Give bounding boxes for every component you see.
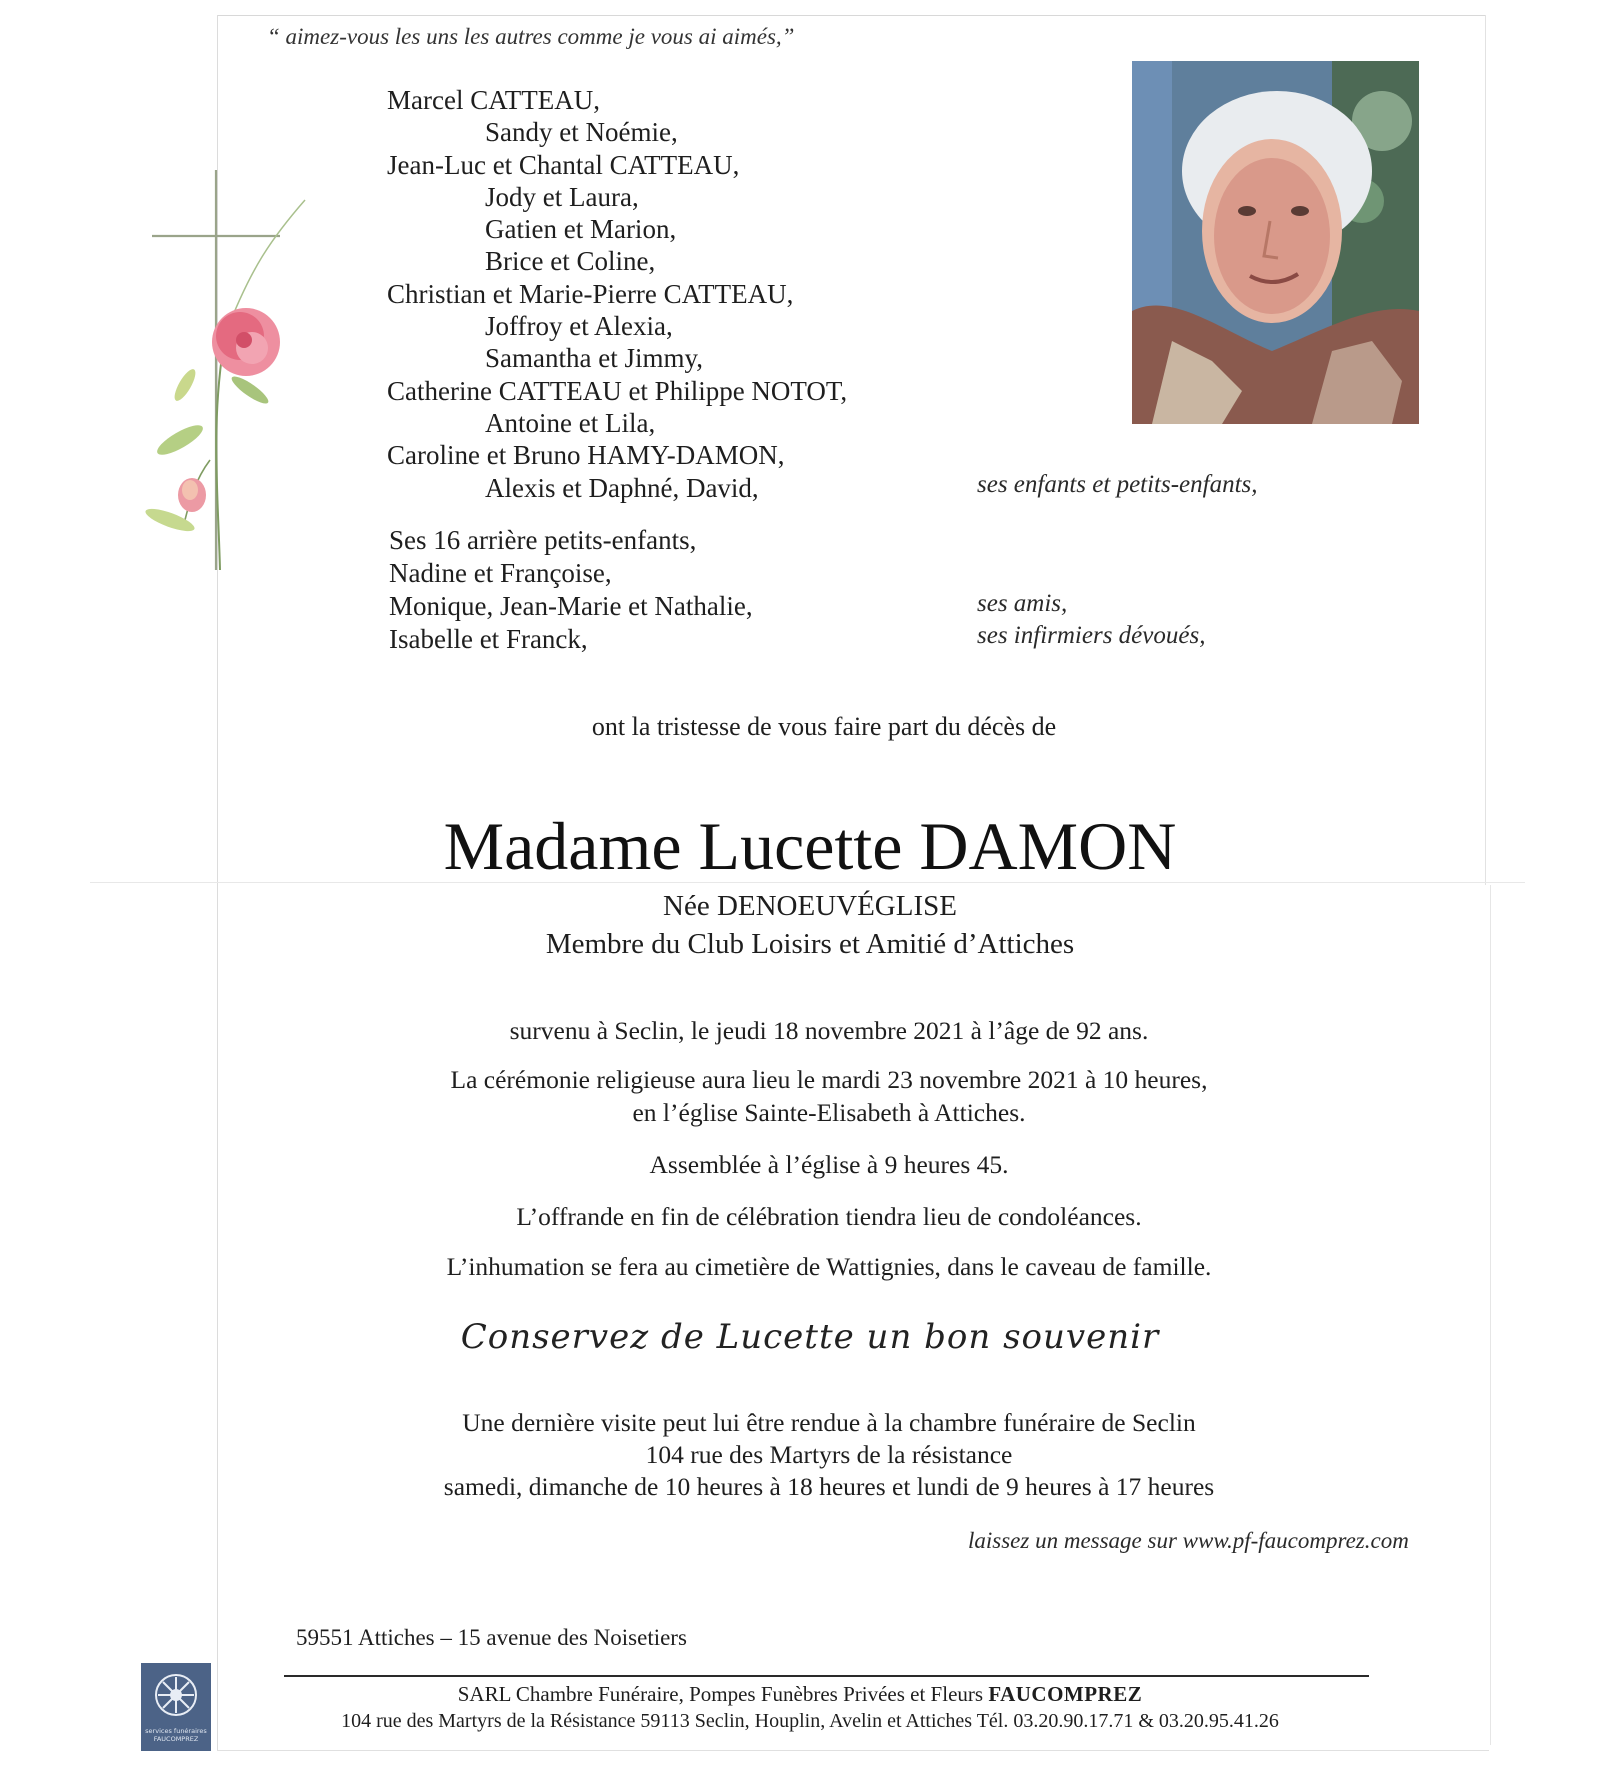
grandchild-line: Brice et Coline, xyxy=(485,246,656,277)
footer-rule xyxy=(284,1675,1369,1677)
grandchild-line: Sandy et Noémie, xyxy=(485,117,678,148)
logo-icon xyxy=(141,1663,211,1751)
grandchild-line: Gatien et Marion, xyxy=(485,214,677,245)
visit-line: Une dernière visite peut lui être rendue à la chambre funéraire de Seclin xyxy=(462,1408,1196,1437)
bible-quote: “ aimez-vous les uns les autres comme je vous ai aimés,” xyxy=(267,24,795,49)
family-list-children xyxy=(387,84,847,504)
card-border-bottom xyxy=(217,1750,1489,1751)
footer-company xyxy=(0,1682,1600,1707)
portrait-photo xyxy=(1132,61,1419,424)
relation-children: ses enfants et petits-enfants, xyxy=(977,471,1258,498)
family-line: Ses 16 arrière petits-enfants, xyxy=(389,525,697,555)
grandchild-line: Joffroy et Alexia, xyxy=(485,311,673,342)
card-border-right xyxy=(1485,15,1486,885)
visit-details xyxy=(0,1407,1600,1503)
child-line: Catherine CATTEAU et Philippe NOTOT, xyxy=(387,375,848,406)
burial-details: L’inhumation se fera au cimetière de Wattignies, dans le caveau de famille. xyxy=(446,1252,1212,1281)
child-line: Caroline et Bruno HAMY-DAMON, xyxy=(387,440,785,471)
logo-text-line: services funéraires xyxy=(145,1727,207,1735)
visit-line: samedi, dimanche de 10 heures à 18 heures et lundi de 9 heures à 17 heures xyxy=(443,1472,1215,1501)
grandchild-line: Jody et Laura, xyxy=(485,181,639,212)
assembly-details: Assemblée à l’église à 9 heures 45. xyxy=(649,1150,1009,1179)
footer-company-brand: FAUCOMPREZ xyxy=(988,1682,1143,1706)
family-address: 59551 Attiches – 15 avenue des Noisetiers xyxy=(296,1625,687,1650)
family-line: Isabelle et Franck, xyxy=(389,624,588,654)
deceased-membership: Membre du Club Loisirs et Amitié d’Attiches xyxy=(545,928,1075,960)
flower-icon xyxy=(143,200,305,570)
relation-friends-line: ses amis, xyxy=(977,590,1068,617)
ceremony-line: La cérémonie religieuse aura lieu le mardi 23 novembre 2021 à 10 heures, xyxy=(450,1065,1208,1094)
souvenir-message: Conservez de Lucette un bon souvenir xyxy=(460,1317,1160,1357)
child-line: Jean-Luc et Chantal CATTEAU, xyxy=(387,149,740,180)
cross-icon xyxy=(140,160,320,580)
family-list-others xyxy=(389,524,753,656)
relation-friends xyxy=(977,588,1205,652)
family-line: Nadine et Françoise, xyxy=(389,558,612,588)
announcement-intro: ont la tristesse de vous faire part du décès de xyxy=(591,712,1057,741)
web-message: laissez un message sur www.pf-faucomprez.com xyxy=(968,1528,1409,1553)
relation-nurses-line: ses infirmiers dévoués, xyxy=(977,622,1206,649)
death-details: survenu à Seclin, le jeudi 18 novembre 2021 à l’âge de 92 ans. xyxy=(509,1016,1149,1045)
offering-details: L’offrande en fin de célébration tiendra lieu de condoléances. xyxy=(516,1202,1142,1231)
grandchild-line: Antoine et Lila, xyxy=(485,407,656,438)
grandchild-line: Samantha et Jimmy, xyxy=(485,343,703,374)
child-line: Marcel CATTEAU, xyxy=(387,85,600,115)
family-line: Monique, Jean-Marie et Nathalie, xyxy=(389,591,753,621)
ceremony-details xyxy=(0,1063,1600,1129)
child-line: Christian et Marie-Pierre CATTEAU, xyxy=(387,278,794,309)
visit-line: 104 rue des Martyrs de la résistance xyxy=(645,1440,1013,1469)
grandchild-line: Alexis et Daphné, David, xyxy=(485,472,759,503)
deceased-maiden-name: Née DENOEUVÉGLISE xyxy=(663,890,957,922)
footer-company-prefix: SARL Chambre Funéraire, Pompes Funèbres Privées et Fleurs xyxy=(457,1682,984,1706)
logo-text-line: FAUCOMPREZ xyxy=(153,1735,199,1743)
deceased-name: Madame Lucette DAMON xyxy=(443,808,1177,884)
footer-address: 104 rue des Martyrs de la Résistance 59113 Seclin, Houplin, Avelin et Attiches Tél. 03.20.90.17.71 & 03.20.95.41.26 xyxy=(341,1710,1279,1732)
card-border-top xyxy=(217,15,1485,16)
ceremony-line: en l’église Sainte-Elisabeth à Attiches. xyxy=(632,1098,1026,1127)
